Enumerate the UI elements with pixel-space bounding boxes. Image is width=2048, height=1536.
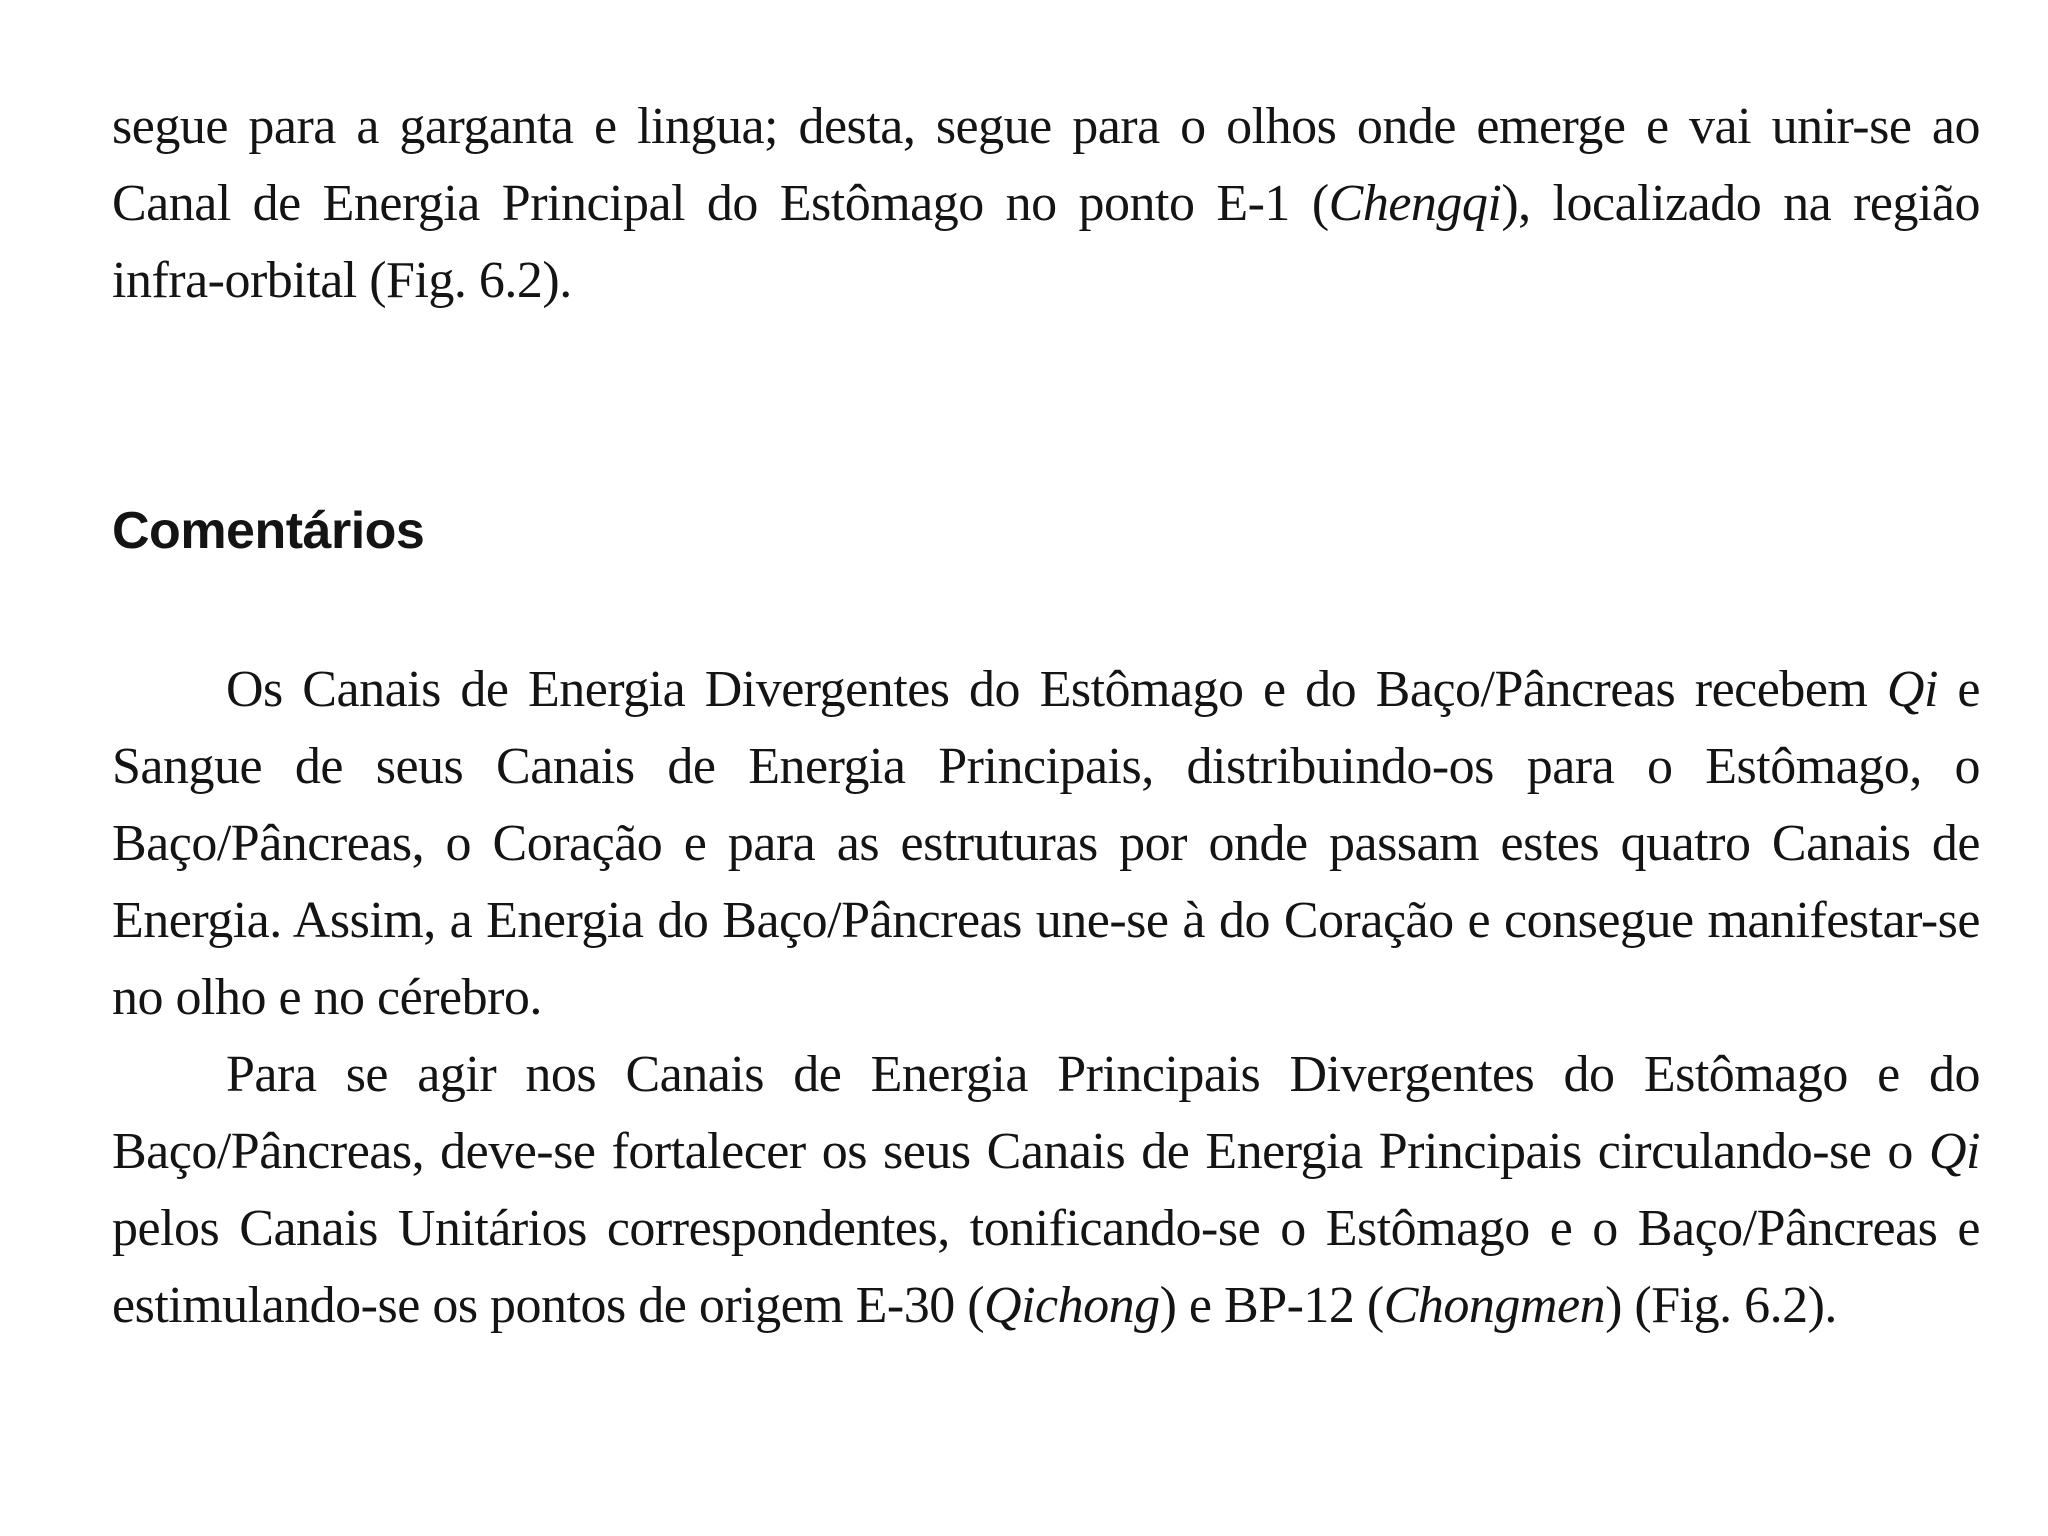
comment-paragraph-1 (112, 651, 1980, 1036)
p2-qi-term: Qi (1929, 1123, 1980, 1180)
p2-text-3: ) e BP-12 ( (1159, 1277, 1384, 1334)
p1-text-2: e Sangue de seus Canais de Energia Principais, distribuindo-os para o Estômago, o Baço/Pâncreas, o Coração e para as estruturas por onde passam estes quatro Canais de Energia. Assim, a Energia do Baço/Pâncreas une-se à do Coração e consegue manifestar-se no olho e no cérebro. (112, 661, 1980, 1026)
comment-paragraph-2 (112, 1036, 1980, 1344)
intro-text-2: ), localizado na região infra-orbital (Fig. 6.2). (112, 175, 1980, 309)
spacer (112, 319, 1980, 499)
spacer (112, 563, 1980, 651)
section-heading: Comentários (112, 502, 425, 560)
p1-qi-term: Qi (1886, 661, 1938, 718)
intro-point-name: Chengqi (1328, 175, 1502, 232)
p1-text-1: Os Canais de Energia Divergentes do Estômago e do Baço/Pâncreas recebem (226, 661, 1887, 718)
document-page (112, 88, 1980, 1344)
p2-point-qichong: Qichong (984, 1277, 1160, 1334)
p2-point-chongmen: Chongmen (1383, 1277, 1606, 1334)
p2-text-1: Para se agir nos Canais de Energia Principais Divergentes do Estômago e do Baço/Pâncreas, deve-se fortalecer os seus Canais de Energia Principais circulando-se o (112, 1046, 1980, 1180)
p2-text-2: pelos Canais Unitários correspondentes, tonificando-se o Estômago e o Baço/Pâncreas e estimulando-se os pontos de origem E-30 ( (112, 1200, 1980, 1334)
intro-paragraph (112, 88, 1980, 319)
intro-text-1: segue para a garganta e lingua; desta, segue para o olhos onde emerge e vai unir-se ao Canal de Energia Principal do Estômago no ponto E-1 ( (112, 98, 1980, 232)
p2-text-4: ) (Fig. 6.2). (1605, 1277, 1837, 1334)
